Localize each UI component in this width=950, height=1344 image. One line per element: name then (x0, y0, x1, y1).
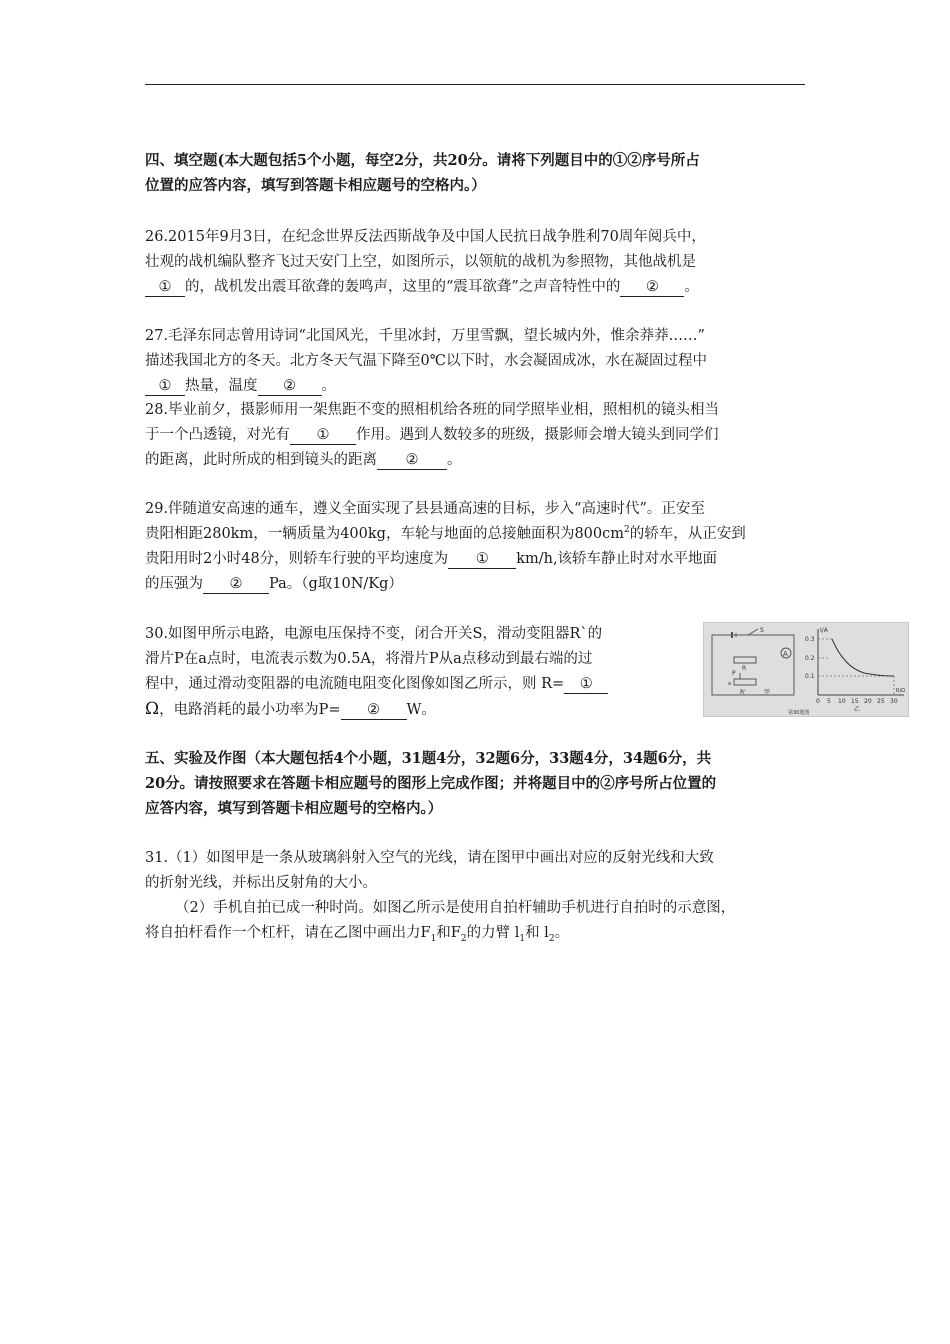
q29-line3-start: 贵阳用时2小时48分，则轿车行驶的平均速度为 (145, 551, 449, 567)
section5-line1: 五、实验及作图（本大题包括4个小题，31题4分，32题6分，33题4分，34题6分，共 (145, 750, 712, 767)
q31-line4-mid3: 和 l (525, 925, 549, 941)
q28-line3-end: 。 (447, 452, 462, 468)
q31-sub4: 2 (548, 933, 555, 944)
q31-line4-mid2: 的力臂 l (466, 925, 520, 941)
q31-line4-start: 将自拍杆看作一个杠杆，请在乙图中画出力F (145, 925, 431, 941)
q31-line3: （2）手机自拍已成一种时尚。如图乙所示是使用自拍杆辅助手机进行自拍时的示意图， (175, 900, 736, 916)
y-axis-label: I/A (820, 627, 828, 634)
label-yi: 乙 (854, 706, 861, 713)
q28-line3-start: 的距离，此时所成的相到镜头的距离 (145, 452, 377, 468)
x-tick-30: 30 (890, 698, 898, 705)
q26-line2: 壮观的战机编队整齐飞过天安门上空，如图所示，以领航的战机为参照物，其他战机是 (145, 254, 696, 270)
q31-sub1: 1 (430, 933, 437, 944)
switch-blade (748, 629, 758, 635)
q29-line2-sup: 2 (624, 525, 630, 536)
q28-line2-start: 于一个凸透镜，对光有 (145, 427, 290, 443)
ammeter-label: A (783, 650, 788, 658)
q29-line4-start: 的压强为 (145, 576, 203, 592)
q30-line4 (145, 697, 690, 722)
q30-line2: 滑片P在a点时，电流表示数为0.5A，将滑片P从a点移动到最右端的过 (145, 651, 593, 667)
q26-blank2[interactable]: ② (620, 278, 684, 297)
x-axis-label: R/Ω (896, 688, 905, 694)
q26-line3 (145, 275, 810, 300)
q29-line1: 29.伴随道安高速的通车，遵义全面实现了县县通高速的目标，步入“高速时代”。正安至 (145, 501, 705, 517)
q30-line1: 30.如图甲所示电路，电源电压保持不变，闭合开关S，滑动变阻器R`的 (145, 626, 603, 642)
current-graph (818, 629, 904, 695)
point-a-label: a (728, 681, 732, 687)
q27-line2: 描述我国北方的冬天。北方冬天气温下降至0℃以下时，水会凝固成冰，水在凝固过程中 (145, 353, 707, 369)
question-31 (145, 846, 810, 946)
resistor-R (734, 657, 756, 663)
q31-line4 (145, 921, 810, 946)
x-tick-25: 25 (877, 698, 885, 705)
q27-line3-mid: 热量，温度 (185, 378, 258, 394)
q31-line4-end: 。 (554, 925, 570, 941)
rheostat-symbol (734, 679, 756, 685)
q29-line3 (145, 547, 810, 572)
x-tick-0: 0 (816, 698, 820, 705)
q30-line4-end: W。 (406, 702, 436, 718)
q28-line2-end: 作用。遇到人数较多的班级，摄影师会增大镜头到同学们 (356, 427, 719, 443)
q27-line3 (145, 374, 810, 399)
q26-line3-mid: 的，战机发出震耳欲聋的轰鸣声，这里的“震耳欲聋”之声音特性中的 (185, 279, 621, 295)
x-tick-10: 10 (838, 698, 846, 705)
q30-ohm-symbol: Ω (145, 699, 160, 719)
question-27 (145, 324, 810, 399)
figure-caption: 第30题图 (788, 710, 810, 716)
y-tick-0.3: 0.3 (805, 636, 815, 643)
label-jia: 甲 (764, 689, 771, 696)
q26-line3-end: 。 (684, 279, 699, 295)
q30-line3-start: 程中，通过滑动变阻器的电流随电阻变化图像如图乙所示，则 R= (145, 676, 565, 692)
q26-line1: 26.2015年9月3日，在纪念世界反法西斯战争及中国人民抗日战争胜利70周年阅兵中， (145, 229, 706, 245)
q28-blank2[interactable]: ② (377, 451, 447, 470)
q29-line2-start: 贵阳相距280km，一辆质量为400kg，车轮与地面的总接触面积为800cm (145, 526, 625, 542)
q27-line1: 27.毛泽东同志曾用诗词“北国风光，千里冰封，万里雪飘，望长城内外，惟余莽莽……” (145, 328, 705, 344)
q29-line2-end: 的轿车，从正安到 (629, 526, 746, 542)
section4-line1: 四、填空题(本大题包括5个小题，每空2分，共20分。请将下列题目中的①②序号所占 (145, 152, 700, 169)
q30-line3 (145, 672, 690, 697)
q28-line1: 28.毕业前夕，摄影师用一架焦距不变的照相机给各班的同学照毕业相，照相机的镜头相当 (145, 402, 720, 418)
question-29 (145, 497, 810, 597)
section5-heading (145, 746, 810, 821)
q31-line1: 31.（1）如图甲是一条从玻璃斜射入空气的光线，请在图甲中画出对应的反射光线和大致 (145, 850, 714, 866)
section5-line3: 应答内容，填写到答题卡相应题号的空格内。） (145, 800, 443, 817)
q28-line3 (145, 448, 810, 473)
q30-line4-mid: ，电路消耗的最小功率为P= (159, 702, 341, 718)
question-30 (145, 622, 690, 722)
section4-line2: 位置的应答内容，填写到答题卡相应题号的空格内。） (145, 177, 486, 194)
x-tick-15: 15 (851, 698, 859, 705)
q29-blank2[interactable]: ② (203, 575, 269, 594)
q27-blank2[interactable]: ② (258, 377, 322, 396)
q30-blank2[interactable]: ② (341, 701, 407, 720)
q28-blank1[interactable]: ① (290, 426, 356, 445)
q29-line3-end: km/h,该轿车静止时对水平地面 (516, 551, 718, 567)
slider-label: P (732, 670, 736, 677)
circuit-loop (712, 635, 794, 695)
q31-line2: 的折射光线，并标出反射角的大小。 (145, 875, 377, 891)
q29-line4-end: Pa。（g取10N/Kg） (269, 576, 403, 592)
q27-line3-end: 。 (321, 378, 336, 394)
q30-figure-svg (704, 623, 908, 716)
current-curve (832, 639, 894, 676)
q31-sub2: 2 (460, 933, 467, 944)
x-tick-20: 20 (864, 698, 872, 705)
question-28 (145, 398, 810, 473)
switch-label: S (760, 627, 764, 634)
header-rule (145, 84, 805, 85)
q31-line4-mid1: 和F (436, 925, 461, 941)
resistor-label: R (742, 665, 747, 672)
question-26 (145, 225, 810, 300)
q30-figure (703, 622, 909, 717)
q31-sub3: 1 (519, 933, 526, 944)
q26-blank1[interactable]: ① (145, 278, 185, 297)
circuit-diagram (712, 629, 794, 695)
q30-blank1[interactable]: ① (564, 675, 608, 694)
q28-line2 (145, 423, 810, 448)
section5-line2: 20分。请按照要求在答题卡相应题号的图形上完成作图；并将题目中的②序号所占位置的 (145, 775, 717, 792)
y-tick-0.1: 0.1 (805, 673, 815, 680)
section4-heading (145, 148, 810, 198)
y-tick-0.2: 0.2 (805, 655, 815, 662)
q29-line2 (145, 522, 810, 547)
rheostat-label: R' (740, 689, 746, 696)
q27-blank1[interactable]: ① (145, 377, 185, 396)
x-tick-5: 5 (827, 698, 831, 705)
q29-blank1[interactable]: ① (448, 550, 516, 569)
q29-line4 (145, 572, 810, 597)
